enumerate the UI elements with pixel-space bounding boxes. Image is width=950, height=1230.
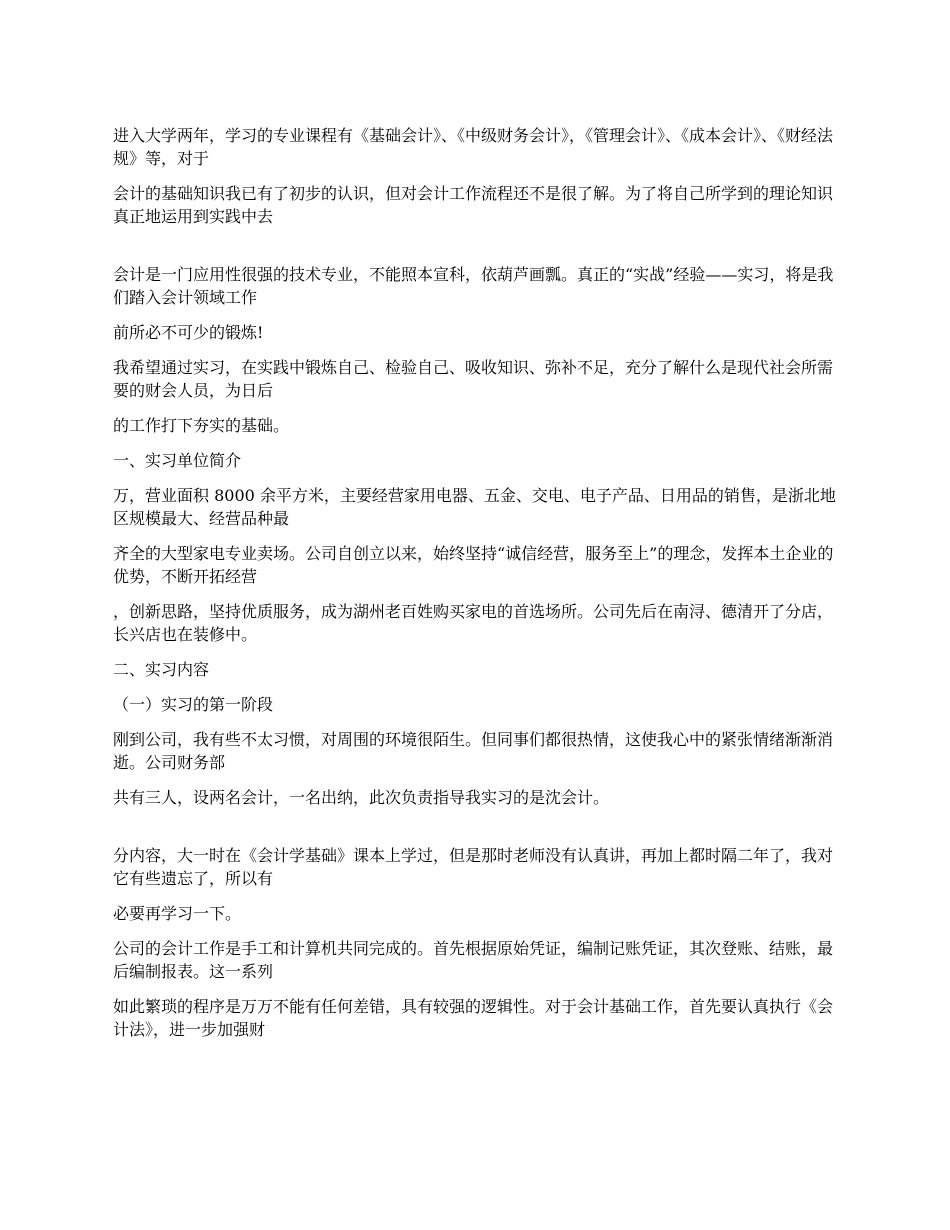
paragraph: 进入大学两年，学习的专业课程有《基础会计》、《中级财务会计》，《管理会计》、《成本会计》、《财经法规》等，对于 <box>113 126 834 168</box>
paragraph: 会计是一门应用性很强的技术专业，不能照本宣科，依葫芦画瓢。真正的“实战”经验——实习，将是我们踏入会计领域工作 <box>113 265 834 307</box>
paragraph: 我希望通过实习，在实践中锻炼自己、检验自己、吸收知识、弥补不足，充分了解什么是现代社会所需要的财会人员，为日后 <box>113 358 834 400</box>
paragraph: 前所必不可少的锻炼! <box>113 323 264 342</box>
paragraph: 共有三人，设两名会计，一名出纳，此次负责指导我实习的是沈会计。 <box>113 788 610 807</box>
paragraph: 公司的会计工作是手工和计算机共同完成的。首先根据原始凭证，编制记账凭证，其次登账、结账，最后编制报表。这一系列 <box>113 939 834 981</box>
paragraph: 分内容，大一时在《会计学基础》课本上学过，但是那时老师没有认真讲，再加上都时隔二年了，我对它有些遗忘了，所以有 <box>113 846 834 888</box>
subsection-heading: （一）实习的第一阶段 <box>113 695 274 714</box>
document-body <box>113 124 840 1053</box>
paragraph: 如此繁琐的程序是万万不能有任何差错，具有较强的逻辑性。对于会计基础工作，首先要认真执行《会计法》，进一步加强财 <box>113 997 834 1039</box>
paragraph: ，创新思路，坚持优质服务，成为湖州老百姓购买家电的首选场所。公司先后在南浔、德清开了分店，长兴店也在装修中。 <box>113 602 834 644</box>
paragraph: 必要再学习一下。 <box>113 904 242 923</box>
paragraph: 刚到公司，我有些不太习惯，对周围的环境很陌生。但同事们都很热情，这使我心中的紧张情绪渐渐消逝。公司财务部 <box>113 730 834 772</box>
section-heading: 二、实习内容 <box>113 660 210 679</box>
paragraph: 齐全的大型家电专业卖场。公司自创立以来，始终坚持“诚信经营，服务至上”的理念，发挥本土企业的优势，不断开拓经营 <box>113 544 834 586</box>
paragraph: 万，营业面积 8000 余平方米，主要经营家用电器、五金、交电、电子产品、日用品的销售，是浙北地区规模最大、经营品种最 <box>113 486 836 528</box>
paragraph: 会计的基础知识我已有了初步的认识，但对会计工作流程还不是很了解。为了将自己所学到的理论知识真正地运用到实践中去 <box>113 184 834 226</box>
section-heading: 一、实习单位简介 <box>113 451 242 470</box>
paragraph: 的工作打下夯实的基础。 <box>113 416 290 435</box>
